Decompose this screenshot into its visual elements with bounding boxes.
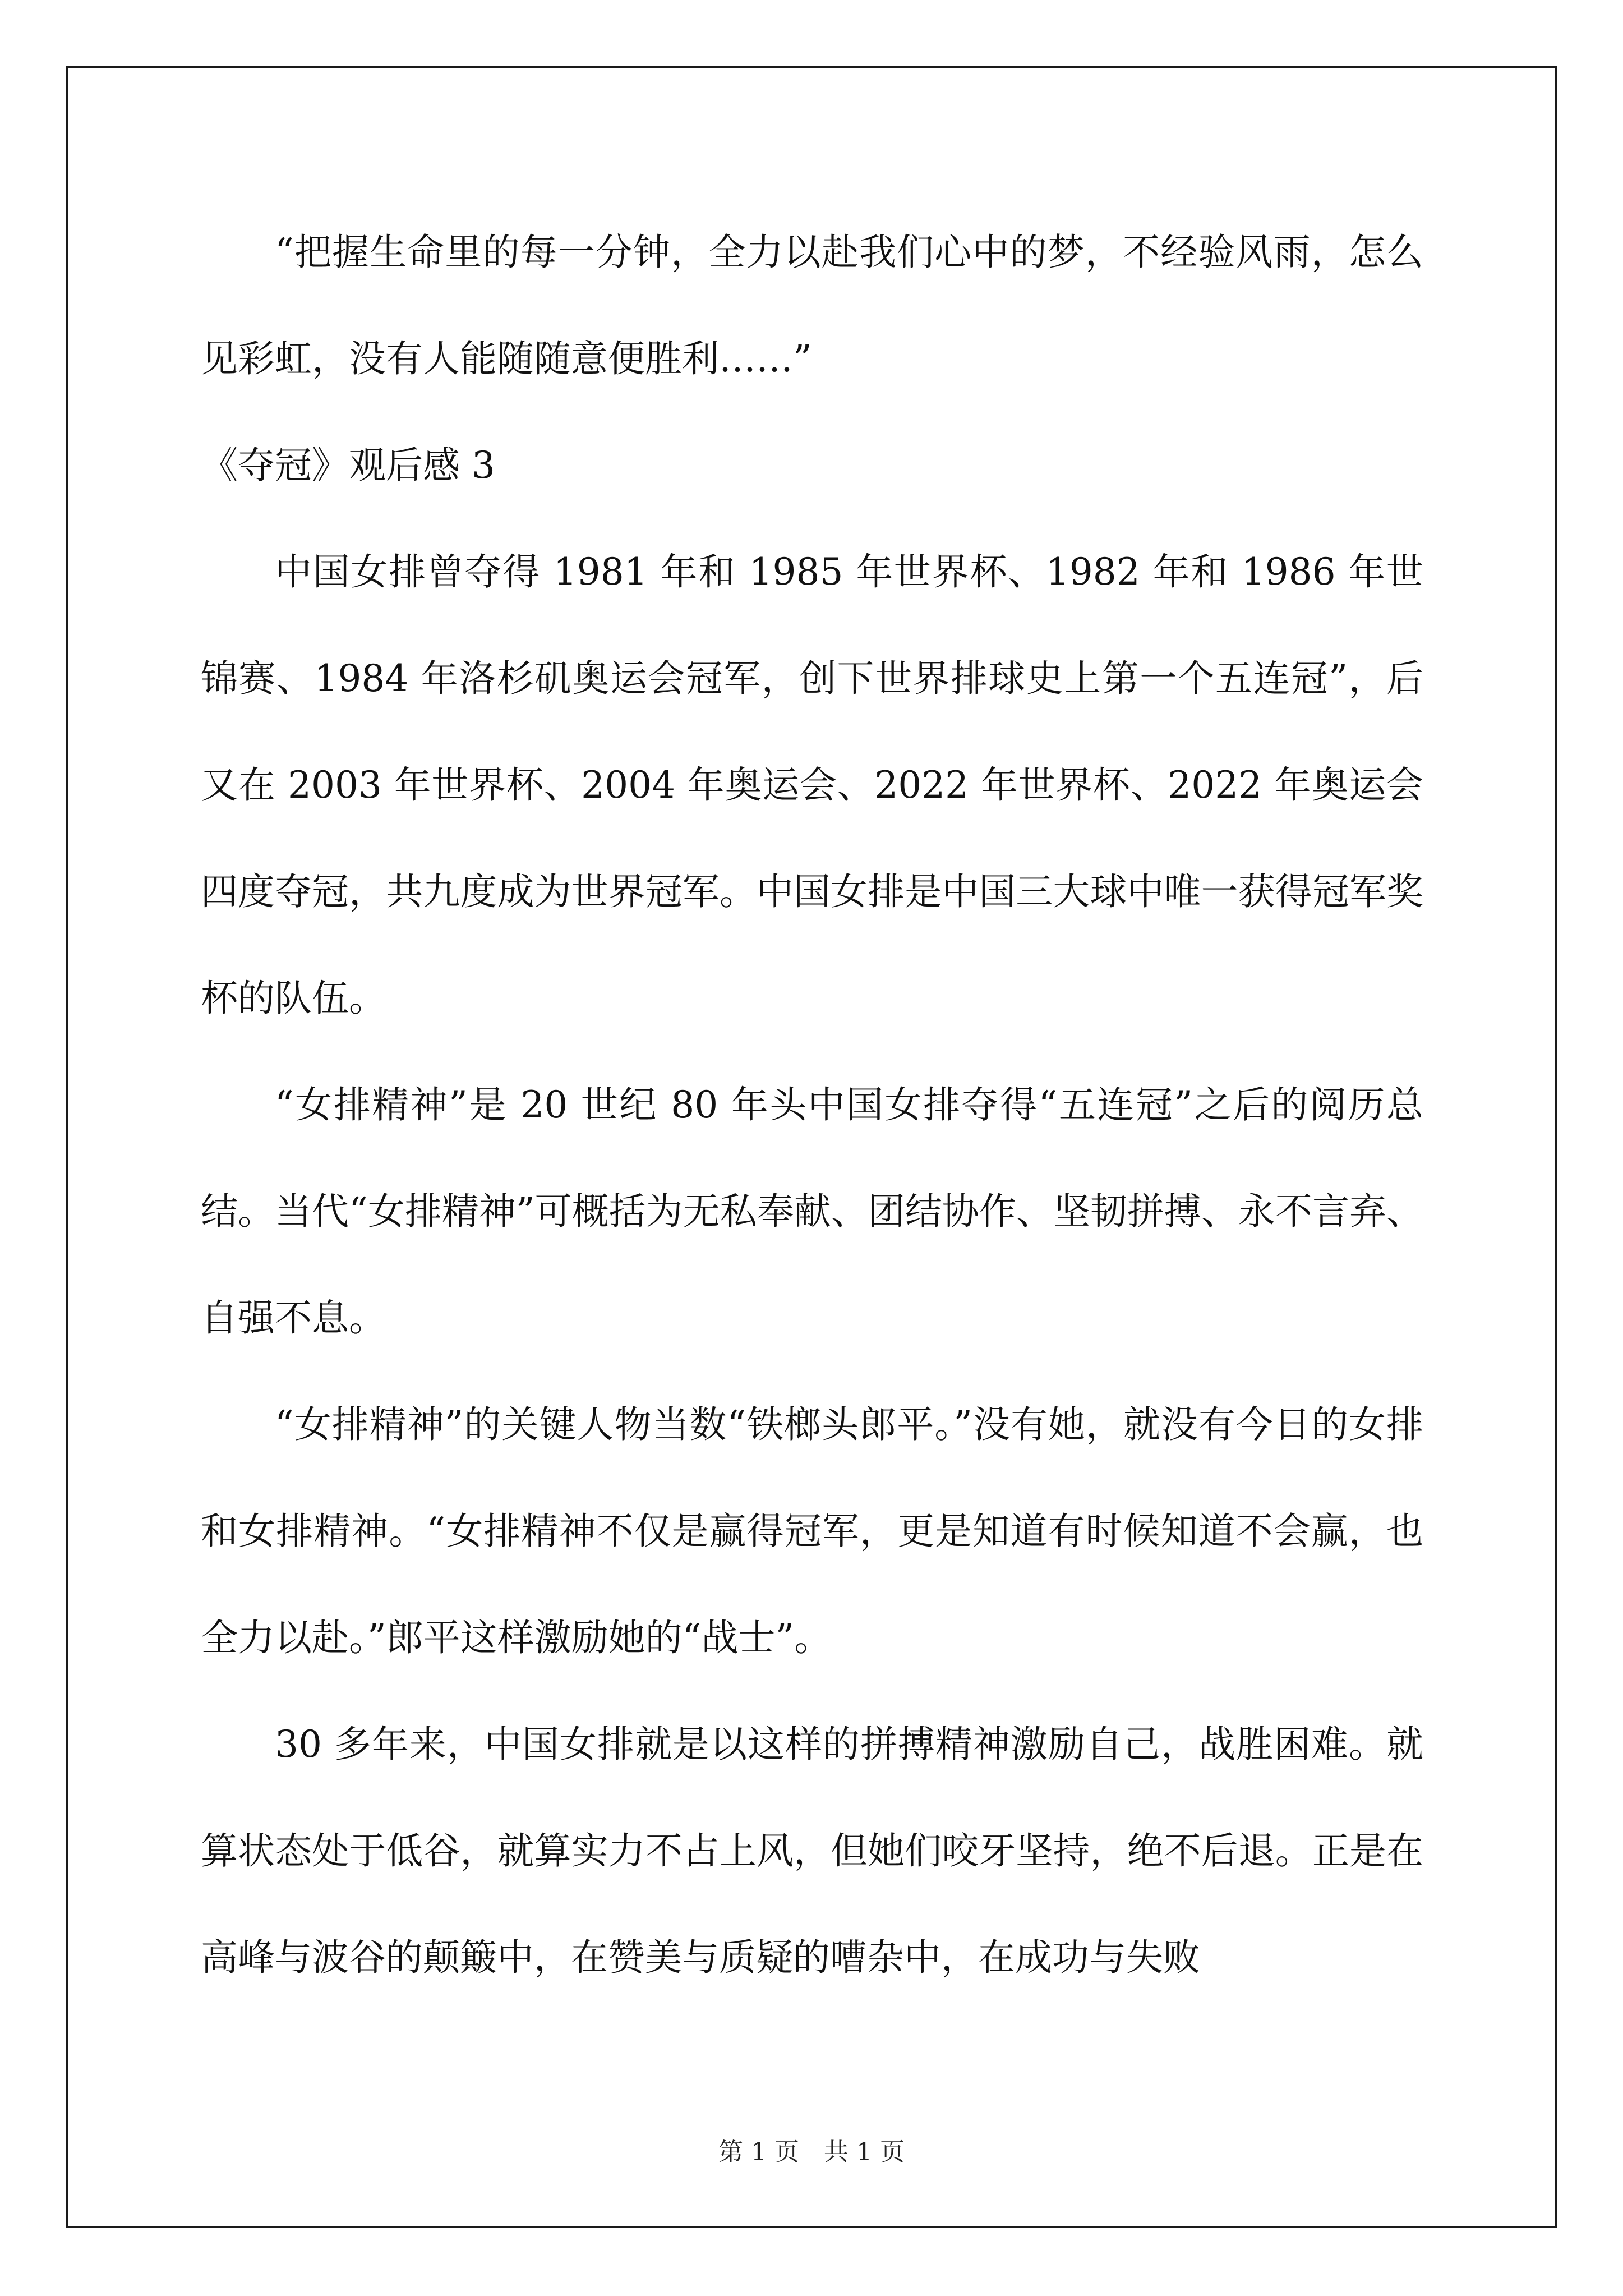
paragraph-1: 中国女排曾夺得 1981 年和 1985 年世界杯、1982 年和 1986 年世锦赛、1984 年洛杉矶奥运会冠军，创下世界排球史上第一个五连冠”，后又在 2003 年世界杯、2004 年奥运会、2022 年世界杯、2022 年奥运会四度夺冠，共九度成为世界冠军。中国女排是中国三大球中唯一获得冠军奖杯的队伍。 bbox=[201, 550, 1423, 1020]
section-heading: 《夺冠》观后感 3 bbox=[201, 444, 495, 487]
opening-quote: “把握生命里的每一分钟，全力以赴我们心中的梦，不经验风雨，怎么见彩虹，没有人能随随意便胜利……” bbox=[201, 231, 1423, 380]
paragraph-3: “女排精神”的关键人物当数“铁榔头郎平。”没有她，就没有今日的女排和女排精神。“女排精神不仅是赢得冠军，更是知道有时候知道不会赢，也全力以赴。”郎平这样激励她的“战士”。 bbox=[201, 1403, 1423, 1659]
document-body bbox=[201, 199, 1423, 2011]
page-number-footer: 第 1 页 共 1 页 bbox=[718, 2138, 905, 2166]
paragraph-2: “女排精神”是 20 世纪 80 年头中国女排夺得“五连冠”之后的阅历总结。当代“女排精神”可概括为无私奉献、团结协作、坚韧拼搏、永不言弃、自强不息。 bbox=[201, 1083, 1423, 1340]
paragraph-4: 30 多年来，中国女排就是以这样的拼搏精神激励自己，战胜困难。就算状态处于低谷，就算实力不占上风，但她们咬牙坚持，绝不后退。正是在高峰与波谷的颠簸中，在赞美与质疑的嘈杂中，在成功与失败 bbox=[201, 1723, 1423, 1979]
